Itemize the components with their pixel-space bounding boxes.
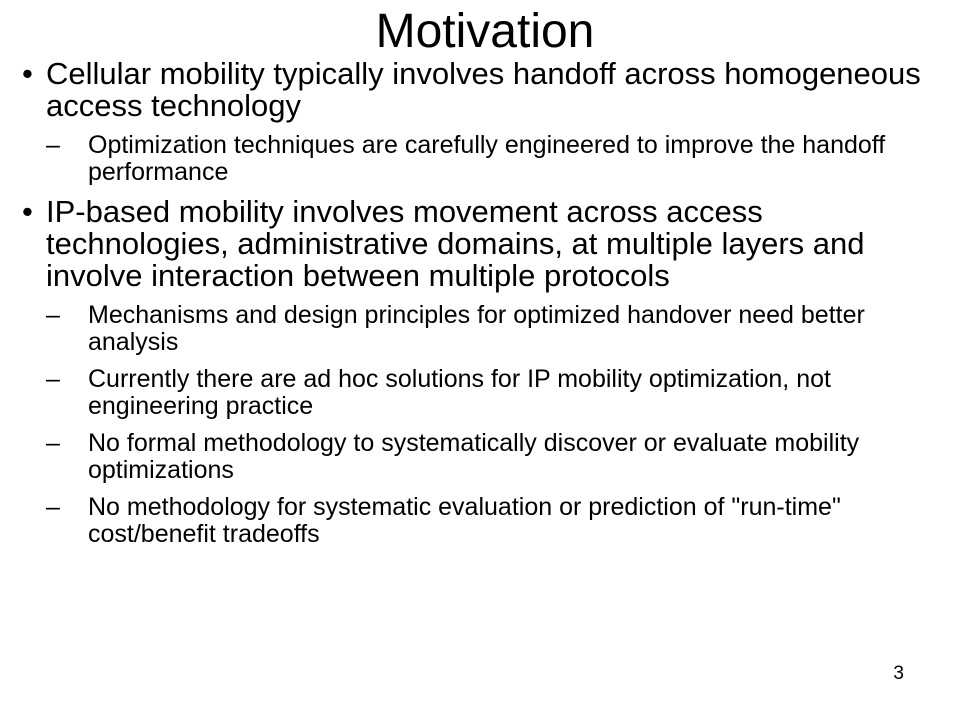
page-number: 3 (893, 663, 904, 684)
sub-bullet-text: Mechanisms and design principles for optimized handover need better analysis (88, 301, 865, 356)
bullet-dot-icon: • (22, 56, 33, 91)
bullet-item (0, 58, 960, 186)
dash-icon: – (46, 429, 60, 457)
sub-bullet-item (46, 430, 940, 484)
bullet-text: IP-based mobility involves movement across access technologies, administrative domains, at multiple layers and involve interaction between multiple protocols (46, 194, 865, 293)
dash-icon: – (46, 131, 60, 159)
bullet-text: Cellular mobility typically involves handoff across homogeneous access technology (46, 56, 921, 123)
sub-bullet-list (46, 302, 940, 548)
sub-bullet-item (46, 132, 940, 186)
dash-icon: – (46, 365, 60, 393)
slide-title: Motivation (375, 5, 595, 58)
sub-bullet-item (46, 302, 940, 356)
dash-icon: – (46, 493, 60, 521)
sub-bullet-text: Optimization techniques are carefully engineered to improve the handoff performance (88, 131, 886, 186)
bullet-item (0, 196, 960, 548)
sub-bullet-text: Currently there are ad hoc solutions for IP mobility optimization, not engineering practice (88, 365, 831, 420)
sub-bullet-item (46, 494, 940, 548)
sub-bullet-item (46, 366, 940, 420)
bullet-list (0, 58, 960, 558)
sub-bullet-text: No formal methodology to systematically discover or evaluate mobility optimizations (88, 429, 860, 484)
dash-icon: – (46, 301, 60, 329)
sub-bullet-text: No methodology for systematic evaluation or prediction of "run-time" cost/benefit tradeoffs (88, 493, 841, 548)
sub-bullet-list (46, 132, 940, 186)
bullet-dot-icon: • (22, 194, 33, 229)
